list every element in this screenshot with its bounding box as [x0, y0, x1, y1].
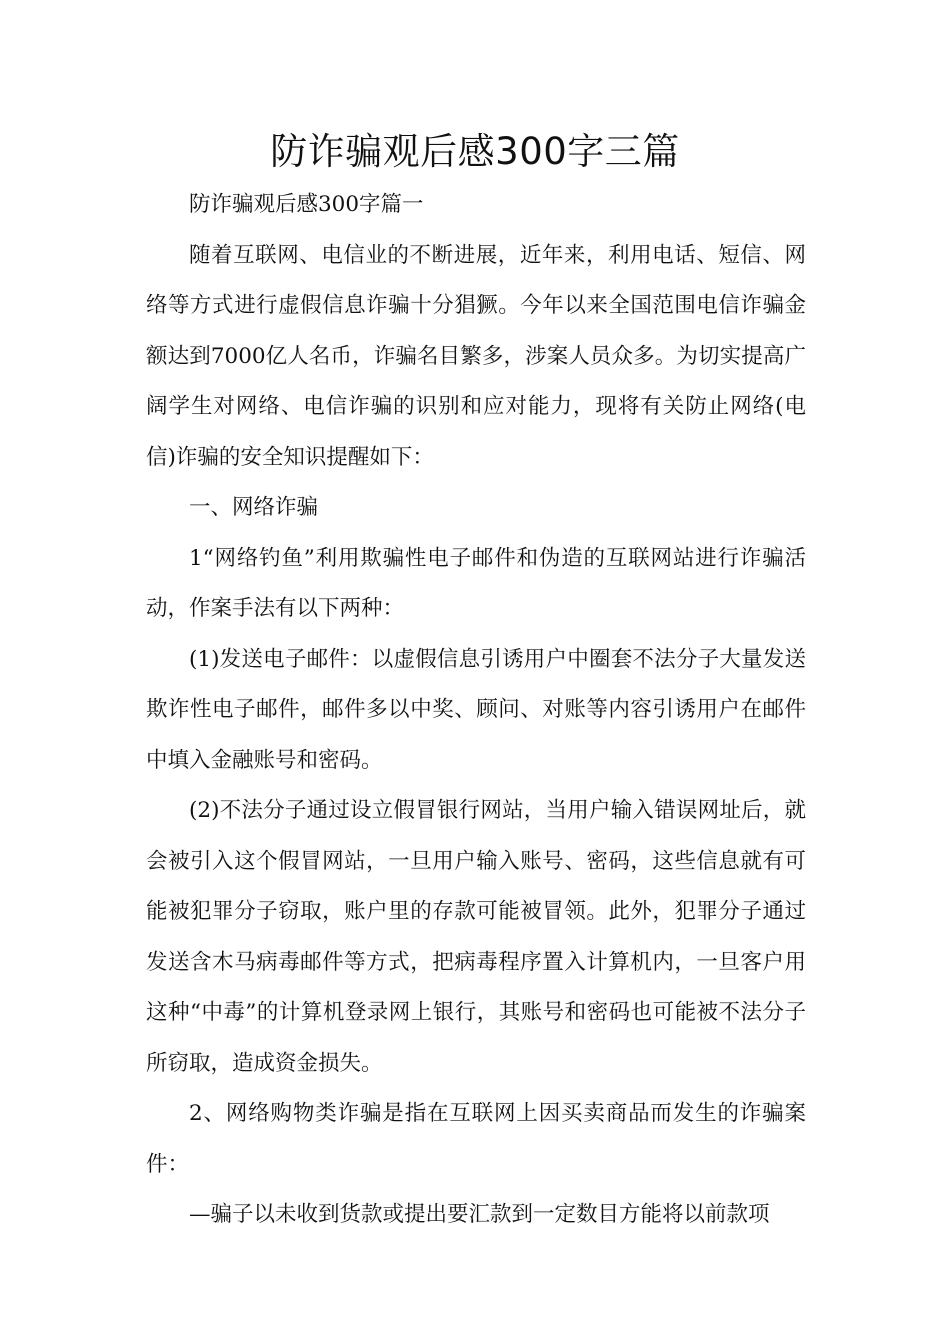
paragraph: 2、网络购物类诈骗是指在互联网上因买卖商品而发生的诈骗案件： — [146, 1101, 806, 1177]
paragraph: —骗子以未收到货款或提出要汇款到一定数目方能将以前款项 — [189, 1202, 770, 1227]
document-body — [146, 180, 806, 1241]
document-title: 防诈骗观后感300字三篇 — [270, 130, 680, 173]
paragraph: (1)发送电子邮件：以虚假信息引诱用户中圈套不法分子大量发送欺诈性电子邮件，邮件多以中奖、顾问、对账等内容引诱用户在邮件中填入金融账号和密码。 — [146, 646, 806, 773]
paragraph: 随着互联网、电信业的不断进展，近年来，利用电话、短信、网络等方式进行虚假信息诈骗十分猖獗。今年以来全国范围电信诈骗金额达到7000亿人名币，诈骗名目繁多，涉案人员众多。为切实提高广阔学生对网络、电信诈骗的识别和应对能力，现将有关防止网络(电信)诈骗的安全知识提醒如下： — [146, 242, 806, 470]
paragraph: 1“网络钓鱼”利用欺骗性电子邮件和伪造的互联网站进行诈骗活动，作案手法有以下两种： — [146, 545, 806, 621]
paragraph: (2)不法分子通过设立假冒银行网站，当用户输入错误网址后，就会被引入这个假冒网站，一旦用户输入账号、密码，这些信息就有可能被犯罪分子窃取，账户里的存款可能被冒领。此外，犯罪分子通过发送含木马病毒邮件等方式，把病毒程序置入计算机内，一旦客户用这种“中毒”的计算机登录网上银行，其账号和密码也可能被不法分子所窃取，造成资金损失。 — [146, 798, 806, 1076]
section-heading: 一、网络诈骗 — [189, 495, 319, 520]
section-heading: 防诈骗观后感300字篇一 — [189, 192, 424, 217]
